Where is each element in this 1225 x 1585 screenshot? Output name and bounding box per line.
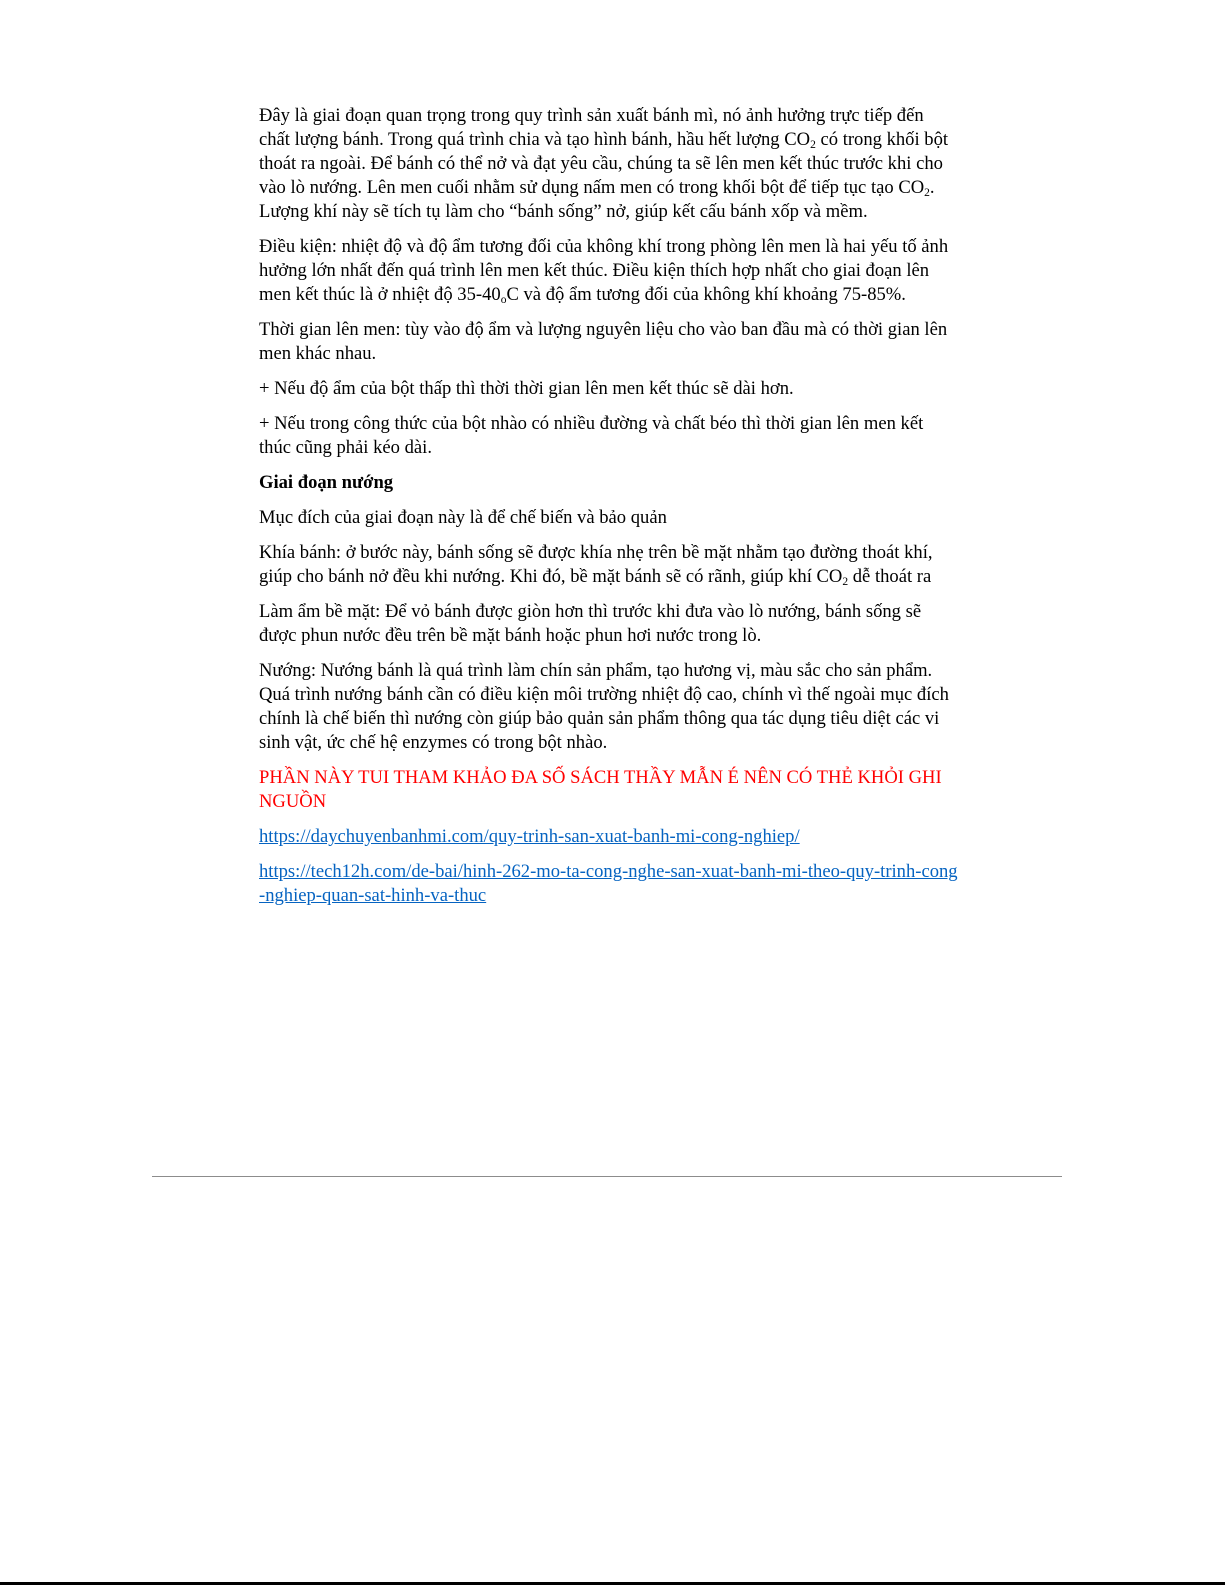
reference-link-item [259,825,959,849]
paragraph-final-proofing-intro [259,104,959,224]
paragraph-bullet-low-moisture: + Nếu độ ẩm của bột thấp thì thời thời gian lên men kết thúc sẽ dài hơn. [259,378,794,399]
paragraph-text: Đây là giai đoạn quan trọng trong quy trình sản xuất bánh mì, nó ảnh hưởng trực tiếp đến chất lượng bánh. Trong quá trình chia và tạo hình bánh, hầu hết lượng CO [259,105,924,150]
document-body [259,104,959,919]
paragraph-text: có trong khối bột thoát ra ngoài. Để bánh có thể nở và đạt yêu cầu, chúng ta sẽ lên men kết thúc trước khi cho vào lò nướng. Lên men cuối nhằm sử dụng nấm men có trong khối bột để tiếp tục tạo CO [259,129,949,198]
paragraph-text: Điều kiện: nhiệt độ và độ ẩm tương đối của không khí trong phòng lên men là hai yếu tố ảnh hưởng lớn nhất đến quá trình lên men kết thúc. Điều kiện thích hợp nhất cho giai đoạn lên men kết thúc là ở nhiệt độ 35-40 [259,236,949,305]
paragraph-text: . Lượng khí này sẽ tích tụ làm cho “bánh sống” nở, giúp kết cấu bánh xốp và mềm. [259,177,935,222]
paragraph-scoring [259,541,959,589]
paragraph-surface-moistening: Làm ẩm bề mặt: Để vỏ bánh được giòn hơn thì trước khi đưa vào lò nướng, bánh sống sẽ được phun nước đều trên bề mặt bánh hoặc phun hơi nước trong lò. [259,601,922,646]
paragraph-text: Khía bánh: ở bước này, bánh sống sẽ được khía nhẹ trên bề mặt nhằm tạo đường thoát khí, giúp cho bánh nở đều khi nướng. Khi đó, bề mặt bánh sẽ có rãnh, giúp khí CO [259,542,933,587]
subscript: o [500,293,507,306]
paragraph-baking: Nướng: Nướng bánh là quá trình làm chín sản phẩm, tạo hương vị, màu sắc cho sản phẩm. Quá trình nướng bánh cần có điều kiện môi trường nhiệt độ cao, chính vì thế ngoài mục đích chính là chế biến thì nướng còn giúp bảo quản sản phẩm thông qua tác dụng tiêu diệt các vi sinh vật, ức chế hệ enzymes có trong bột nhào. [259,660,949,753]
subscript: 2 [924,186,930,199]
reference-link-2[interactable]: https://tech12h.com/de-bai/hinh-262-mo-ta-cong-nghe-san-xuat-banh-mi-theo-quy-trinh-cong-nghiep-quan-sat-hinh-va-thuc [259,861,958,906]
subscript: 2 [842,575,849,588]
paragraph-baking-purpose: Mục đích của giai đoạn này là để chế biến và bảo quản [259,507,667,528]
paragraph-bullet-sugar-fat: + Nếu trong công thức của bột nhào có nhiều đường và chất béo thì thời gian lên men kết thúc cũng phải kéo dài. [259,413,924,458]
paragraph-proofing-time: Thời gian lên men: tùy vào độ ẩm và lượng nguyên liệu cho vào ban đầu mà có thời gian lên men khác nhau. [259,319,948,364]
footer-divider [152,1176,1062,1177]
paragraph-proofing-conditions [259,235,959,307]
reference-link-item [259,860,959,908]
paragraph-text: dễ thoát ra [848,566,932,587]
paragraph-text: C và độ ẩm tương đối của không khí khoảng 75-85%. [506,284,906,305]
note-red: PHẦN NÀY TUI THAM KHẢO ĐA SỐ SÁCH THẦY MẪN É NÊN CÓ THẺ KHỎI GHI NGUỒN [259,767,942,812]
reference-link-1[interactable]: https://daychuyenbanhmi.com/quy-trinh-san-xuat-banh-mi-cong-nghiep/ [259,826,800,847]
section-heading-baking: Giai đoạn nướng [259,472,394,493]
subscript: 2 [810,138,816,151]
